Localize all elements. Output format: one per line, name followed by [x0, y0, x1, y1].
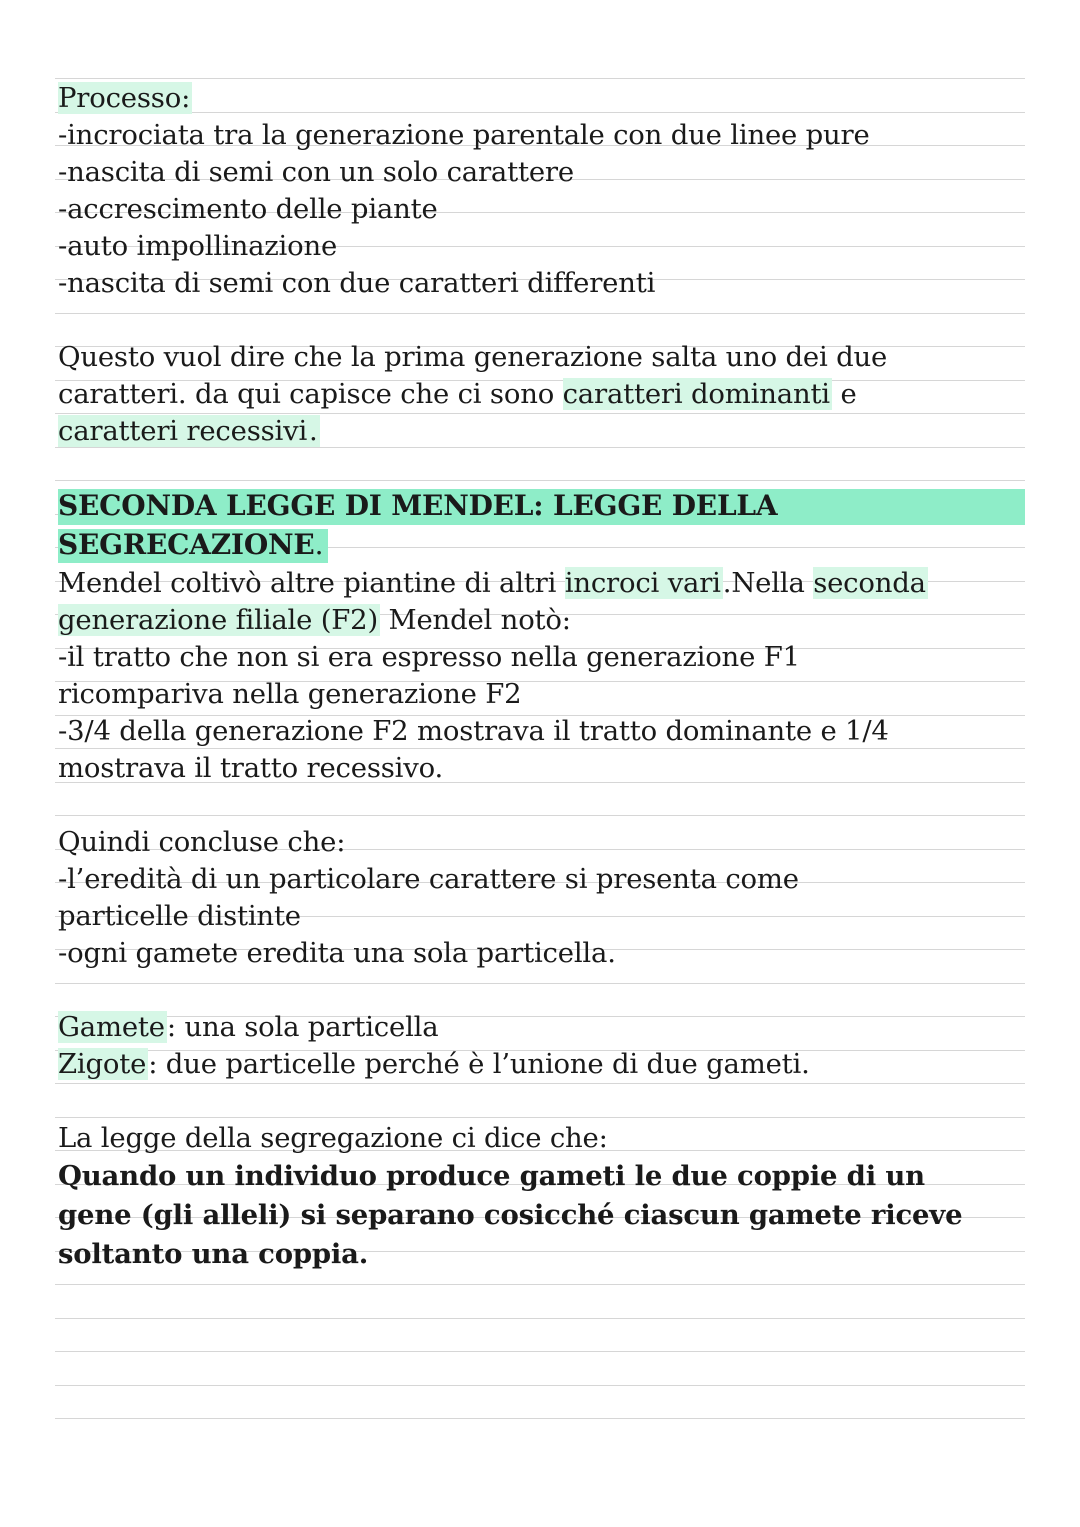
term-gamete: Gamete [58, 1011, 165, 1043]
rule-line [55, 1385, 1025, 1386]
rule-line [55, 1117, 1025, 1118]
highlight-generazione-filiale: generazione filiale (F2) [58, 604, 378, 636]
quindi-item: -ogni gamete eredita una sola particella. [58, 937, 616, 969]
rule-line [55, 983, 1025, 984]
processo-item: -auto impollinazione [58, 230, 338, 262]
processo-item: -nascita di semi con un solo carattere [58, 156, 574, 188]
conclusion-line: caratteri recessivi. [58, 415, 318, 447]
section-title: SECONDA LEGGE DI MENDEL: LEGGE DELLA [58, 489, 778, 522]
highlight-incroci: incroci vari [564, 567, 721, 599]
definition-zigote: Zigote: due particelle perché è l’unione di due gameti. [58, 1048, 810, 1080]
mendel-line: Mendel coltivò altre piantine di altri incroci vari.Nella seconda [58, 567, 926, 599]
law-intro: La legge della segregazione ci dice che: [58, 1122, 608, 1154]
quindi-item: particelle distinte [58, 900, 301, 932]
rule-line [55, 1351, 1025, 1352]
rule-line [55, 1318, 1025, 1319]
processo-heading: Processo: [58, 82, 191, 114]
rule-line [55, 78, 1025, 79]
law-statement: soltanto una coppia. [58, 1238, 369, 1270]
mendel-line: generazione filiale (F2) Mendel notò: [58, 604, 571, 636]
mendel-item: mostrava il tratto recessivo. [58, 752, 444, 784]
rule-line [55, 313, 1025, 314]
processo-item: -accrescimento delle piante [58, 193, 438, 225]
quindi-item: -l’eredità di un particolare carattere si presenta come [58, 863, 799, 895]
quindi-heading: Quindi concluse che: [58, 826, 346, 858]
mendel-item: -3/4 della generazione F2 mostrava il tratto dominante e 1/4 [58, 715, 889, 747]
term-zigote: Zigote [58, 1048, 147, 1080]
rule-line [55, 1418, 1025, 1419]
mendel-item: -il tratto che non si era espresso nella generazione F1 [58, 641, 800, 673]
law-statement: gene (gli alleli) si separano cosicché ciascun gamete riceve [58, 1199, 963, 1231]
rule-line [55, 815, 1025, 816]
rule-line [55, 748, 1025, 749]
law-statement: Quando un individuo produce gameti le due coppie di un [58, 1160, 925, 1192]
processo-item: -incrociata tra la generazione parentale con due linee pure [58, 119, 870, 151]
section-title: SEGRECAZIONE. [58, 528, 324, 561]
highlight-dominanti: caratteri dominanti [562, 378, 830, 410]
rule-line [55, 1284, 1025, 1285]
mendel-item: ricompariva nella generazione F2 [58, 678, 522, 710]
conclusion-line: caratteri. da qui capisce che ci sono caratteri dominanti e [58, 378, 857, 410]
rule-line [55, 1083, 1025, 1084]
processo-item: -nascita di semi con due caratteri differenti [58, 267, 656, 299]
conclusion-line: Questo vuol dire che la prima generazione salta uno dei due [58, 341, 888, 373]
rule-line [55, 112, 1025, 113]
highlight-seconda: seconda [813, 567, 926, 599]
highlight-recessivi: caratteri recessivi [58, 415, 308, 447]
rule-line [55, 480, 1025, 481]
definition-gamete: Gamete: una sola particella [58, 1011, 439, 1043]
